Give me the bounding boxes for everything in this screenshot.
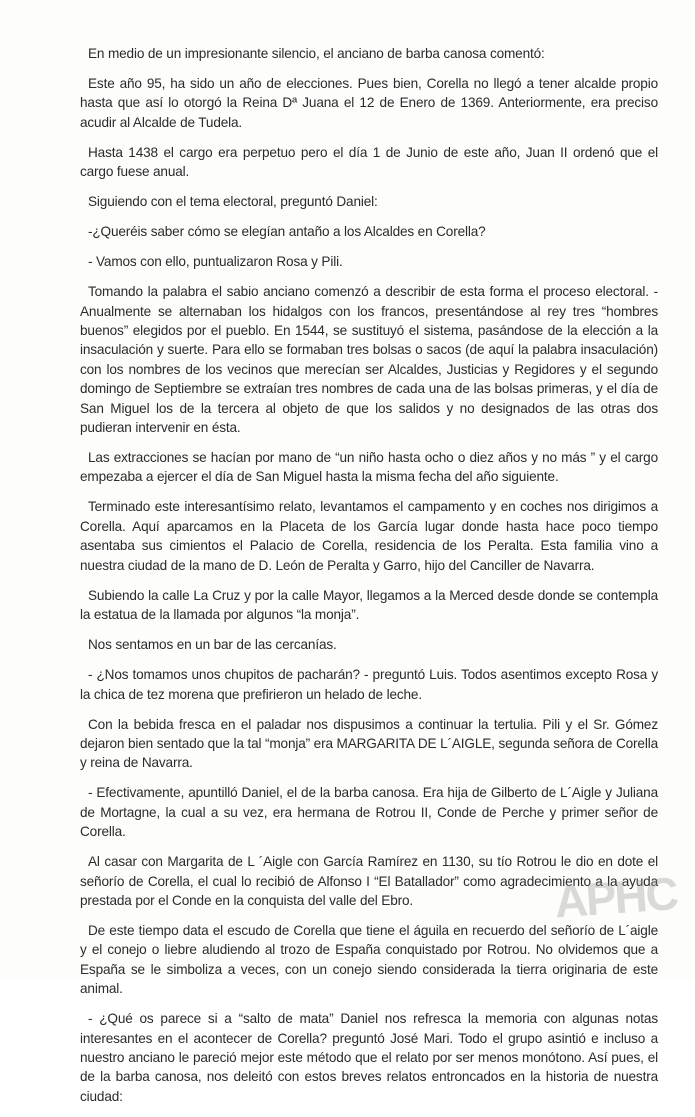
paragraph-16: De este tiempo data el escudo de Corella que tiene el águila en recuerdo del señorío de L´aigle y el conejo o liebre aludiendo al trozo de España conquistado por Rotrou. No olvidemos que a España se le simboliza a veces, con un conejo siendo considerada la tierra originaria de este animal. xyxy=(80,922,658,997)
paragraph-10: Subiendo la calle La Cruz y por la calle Mayor, llegamos a la Merced desde donde se contempla la estatua de la llamada por algunos “la monja”. xyxy=(80,587,658,623)
paragraph-13: Con la bebida fresca en el paladar nos dispusimos a continuar la tertulia. Pili y el Sr. Gómez dejaron bien sentado que la tal “monja” era MARGARITA DE L´AIGLE, segunda señora de Corella y reina de Navarra. xyxy=(80,716,658,771)
paragraph-5: -¿Queréis saber cómo se elegían antaño a los Alcaldes en Corella? xyxy=(88,224,486,240)
paragraph-1: En medio de un impresionante silencio, el anciano de barba canosa comentó: xyxy=(88,46,545,61)
paragraph-3: Hasta 1438 el cargo era perpetuo pero el día 1 de Junio de este año, Juan II ordenó que el cargo fuese anual. xyxy=(80,144,658,180)
paragraph-8: Las extracciones se hacían por mano de “un niño hasta ocho o diez años y no más ” y el cargo empezaba a ejercer el día de San Miguel hasta la misma fecha del año siguiente. xyxy=(80,450,658,485)
paragraph-17: - ¿Qué os parece si a “salto de mata” Daniel nos refresca la memoria con algunas notas interesantes en el acontecer de Corella? preguntó José Mari. Todo el grupo asintió e incluso a nuestro anciano le pareció mejor este método que el relato por ser menos monótono. Así pues, el de la barba canosa, nos deleitó con estos breves relatos entroncados en la historia de nuestra ciudad: xyxy=(80,1011,658,1104)
paragraph-9: Terminado este interesantísimo relato, levantamos el campamento y en coches nos dirigimos a Corella. Aquí aparcamos en la Placeta de los García lugar donde hasta hace poco tiempo asentaba sus cimientos el Palacio de Corella, residencia de los Peralta. Esta familia vino a nuestra ciudad de la mano de D. León de Peralta y Garro, hijo del Canciller de Navarra. xyxy=(80,499,658,573)
aphc-watermark: APHC xyxy=(552,867,679,928)
paragraph-7: Tomando la palabra el sabio anciano comenzó a describir de esta forma el proceso electoral. - Anualmente se alternaban los hidalgos con los francos, presentándose al rey tres “hombres buenos” elegidos por el pueblo. En 1544, se sustituyó el sistema, pasándose de la elección a la insaculación y suerte. Para ello se formaban tres bolsas o sacos (de aquí la palabra insaculación) con los nombres de los vecinos que merecían ser Alcaldes, Justicias y Regidores y el segundo domingo de Septiembre se extraían tres nombres de cada una de las bolsas primeras, y el día de San Miguel los de la tercera al objeto de que los salidos y no designados de las otras dos pudieran intervenir en ésta. xyxy=(80,284,658,436)
paragraph-2: Este año 95, ha sido un año de elecciones. Pues bien, Corella no llegó a tener alcalde propio hasta que así lo otorgó la Reina Dª Juana el 12 de Enero de 1369. Anteriormente, era preciso acudir al Alcalde de Tudela. xyxy=(80,76,658,130)
paragraph-15: Al casar con Margarita de L ´Aigle con García Ramírez en 1130, su tío Rotrou le dio en dote el señorío de Corella, el cual lo recibió de Alfonso I “El Batallador” como agradecimiento a la ayuda prestada por el Conde en la conquista del valle del Ebro. xyxy=(80,854,658,908)
paragraph-12: - ¿Nos tomamos unos chupitos de pacharán? - preguntó Luis. Todos asentimos excepto Rosa y la chica de tez morena que prefirieron un helado de leche. xyxy=(80,667,658,702)
paragraph-11: Nos sentamos en un bar de las cercanías. xyxy=(88,637,337,653)
body-text xyxy=(80,44,658,1117)
paragraph-4: Siguiendo con el tema electoral, preguntó Daniel: xyxy=(88,194,378,210)
paragraph-6: - Vamos con ello, puntualizaron Rosa y Pili. xyxy=(88,254,343,270)
paragraph-14: - Efectivamente, apuntilló Daniel, el de la barba canosa. Era hija de Gilberto de L´Aigle y Juliana de Mortagne, la cual a su vez, era hermana de Rotrou II, Conde de Perche y primer señor de Corella. xyxy=(80,785,658,840)
